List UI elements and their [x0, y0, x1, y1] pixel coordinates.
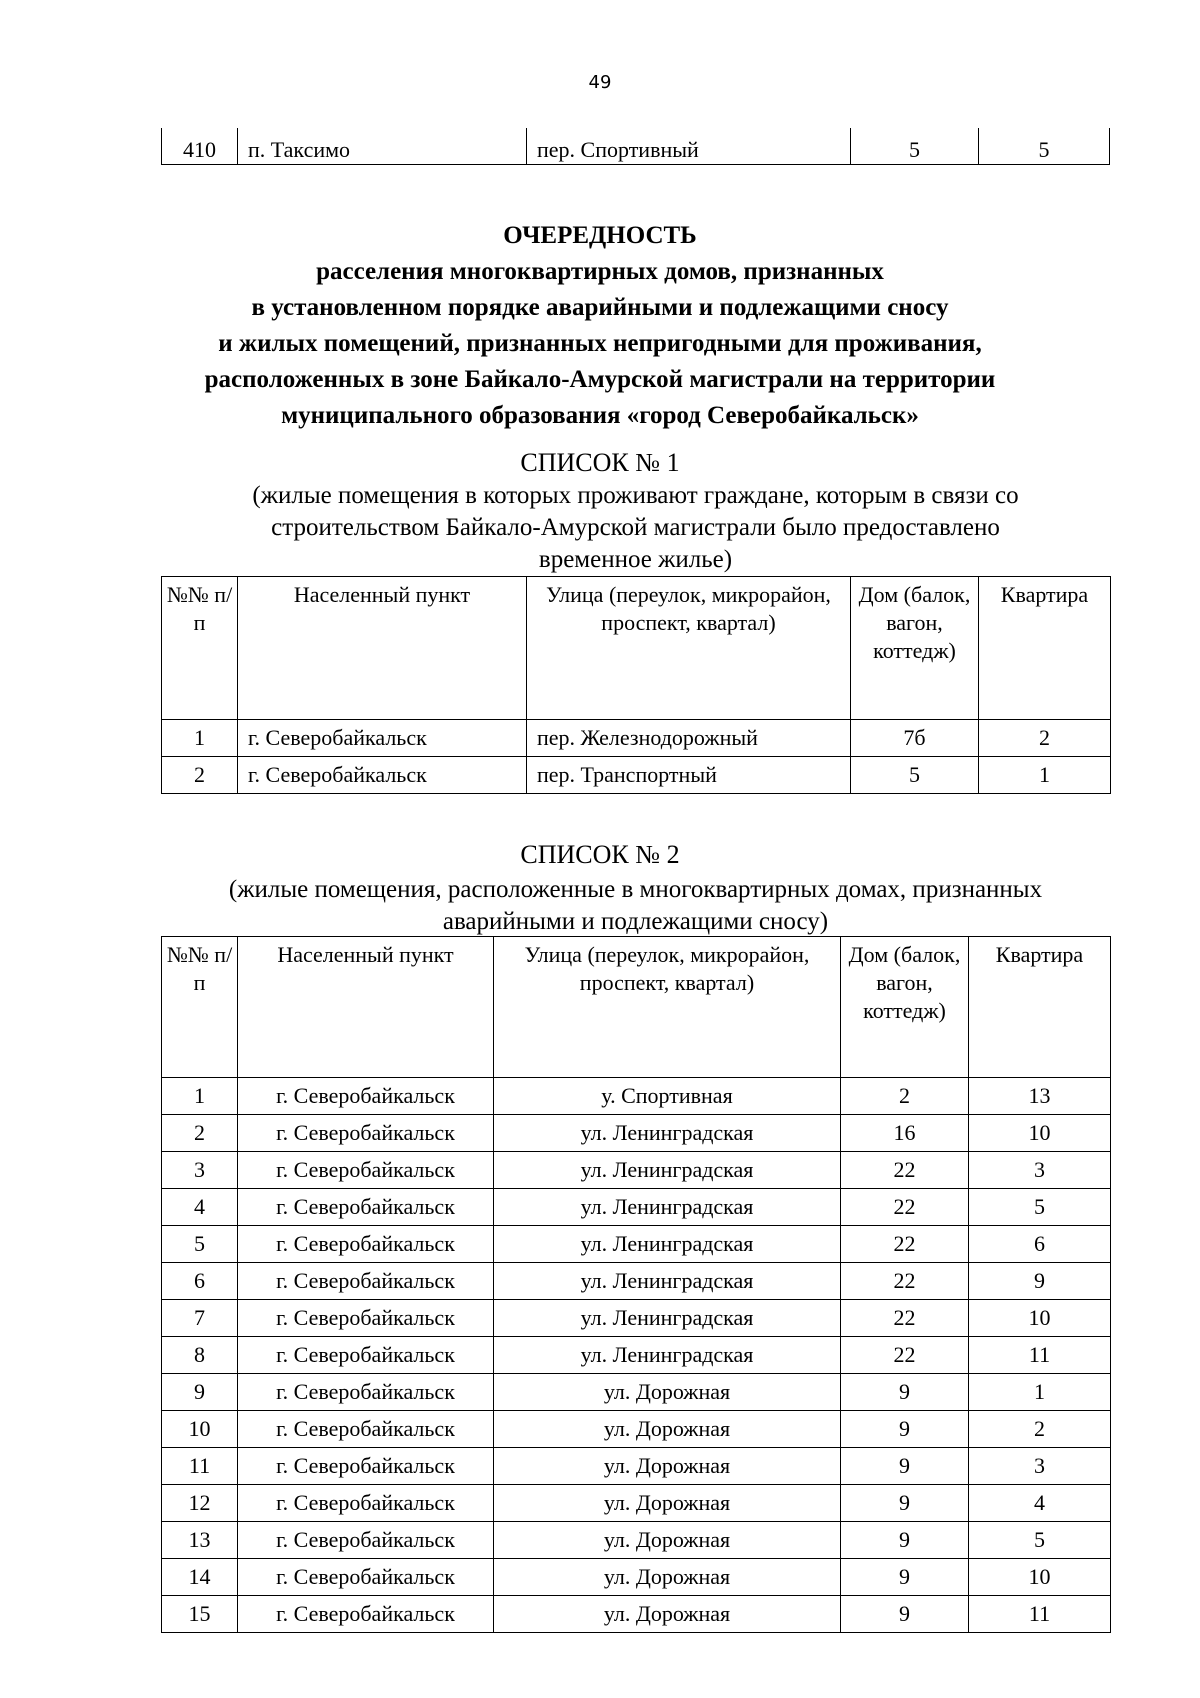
list-1-desc-line-3: временное жилье) [538, 546, 733, 573]
heading-line-2: расселения многоквартирных домов, признанных [316, 258, 884, 285]
cell-apartment: 10 [969, 1559, 1111, 1596]
table-row [162, 1522, 1111, 1559]
list-1-table [161, 576, 1111, 794]
cell-apartment: 3 [969, 1152, 1111, 1189]
header-apartment: Квартира [969, 937, 1111, 1078]
table-row [162, 1485, 1111, 1522]
cell-street: ул. Дорожная [494, 1559, 841, 1596]
table-row [162, 1226, 1111, 1263]
cell-house: 9 [841, 1596, 969, 1633]
cell-settlement: г. Северобайкальск [238, 1448, 494, 1485]
list-1-title: СПИСОК № 1 [520, 448, 680, 477]
cell-settlement: г. Северобайкальск [238, 1189, 494, 1226]
cell-house: 16 [841, 1115, 969, 1152]
header-settlement: Населенный пункт [238, 577, 527, 720]
list-1-desc-line-2: строительством Байкало-Амурской магистрали было предоставлено [271, 514, 1000, 541]
header-house: Дом (балок, вагон, коттедж) [851, 577, 979, 720]
cell-num: 1 [162, 720, 238, 757]
cell-house: 22 [841, 1337, 969, 1374]
table-row [162, 1448, 1111, 1485]
cell-house: 9 [841, 1559, 969, 1596]
cell-apartment: 6 [969, 1226, 1111, 1263]
cell-apartment: 5 [969, 1522, 1111, 1559]
cell-house: 9 [841, 1522, 969, 1559]
cell-num: 6 [162, 1263, 238, 1300]
cell-settlement: г. Северобайкальск [238, 1411, 494, 1448]
cell-settlement: г. Северобайкальск [238, 1263, 494, 1300]
cell-settlement: г. Северобайкальск [238, 1559, 494, 1596]
cell-num: 13 [162, 1522, 238, 1559]
table-row [162, 1559, 1111, 1596]
heading-title: ОЧЕРЕДНОСТЬ [503, 222, 697, 249]
cell-street: ул. Ленинградская [494, 1300, 841, 1337]
cell-num: 9 [162, 1374, 238, 1411]
cell-street: у. Спортивная [494, 1078, 841, 1115]
cell-house: 22 [841, 1263, 969, 1300]
cell-house: 9 [841, 1448, 969, 1485]
cell-street: пер. Железнодорожный [527, 720, 851, 757]
cell-street: пер. Транспортный [527, 757, 851, 794]
cell-house: 9 [841, 1411, 969, 1448]
table-row [162, 1374, 1111, 1411]
page-number: 49 [588, 72, 612, 93]
header-house: Дом (балок, вагон, коттедж) [841, 937, 969, 1078]
cell-apartment: 3 [969, 1448, 1111, 1485]
table-header-row [162, 577, 1111, 720]
cont-house: 5 [850, 128, 978, 164]
list-2-desc-line-1: (жилые помещения, расположенные в многоквартирных домах, признанных [228, 876, 1043, 903]
cell-settlement: г. Северобайкальск [238, 1115, 494, 1152]
cell-apartment: 2 [969, 1411, 1111, 1448]
table-row [162, 1078, 1111, 1115]
table-row [162, 757, 1111, 794]
cell-house: 5 [851, 757, 979, 794]
cell-num: 7 [162, 1300, 238, 1337]
cell-apartment: 4 [969, 1485, 1111, 1522]
cell-settlement: г. Северобайкальск [238, 1596, 494, 1633]
list-2-title: СПИСОК № 2 [520, 840, 680, 869]
header-settlement: Населенный пункт [238, 937, 494, 1078]
header-street: Улица (переулок, микрорайон, проспект, квартал) [494, 937, 841, 1078]
cell-settlement: г. Северобайкальск [238, 757, 527, 794]
table-row [162, 1115, 1111, 1152]
cell-num: 14 [162, 1559, 238, 1596]
cell-settlement: г. Северобайкальск [238, 1374, 494, 1411]
cell-settlement: г. Северобайкальск [238, 1078, 494, 1115]
table-row [162, 1596, 1111, 1633]
heading-line-5: расположенных в зоне Байкало-Амурской магистрали на территории [204, 366, 996, 393]
cont-street: пер. Спортивный [526, 128, 850, 164]
cell-apartment: 1 [979, 757, 1111, 794]
cell-apartment: 13 [969, 1078, 1111, 1115]
cell-apartment: 1 [969, 1374, 1111, 1411]
table-row [162, 1411, 1111, 1448]
table-row [162, 720, 1111, 757]
cont-num: 410 [161, 128, 237, 164]
cont-settlement: п. Таксимо [237, 128, 526, 164]
cell-street: ул. Ленинградская [494, 1263, 841, 1300]
cell-settlement: г. Северобайкальск [238, 1485, 494, 1522]
cell-num: 1 [162, 1078, 238, 1115]
list-2-desc-line-2: аварийными и подлежащими сносу) [442, 908, 829, 935]
cell-street: ул. Ленинградская [494, 1115, 841, 1152]
cell-num: 15 [162, 1596, 238, 1633]
list-2-table [161, 936, 1111, 1633]
cont-apartment: 5 [978, 128, 1110, 164]
cell-house: 2 [841, 1078, 969, 1115]
cell-street: ул. Дорожная [494, 1411, 841, 1448]
list-1-desc-line-1: (жилые помещения в которых проживают граждане, которым в связи со [252, 482, 1019, 509]
cell-house: 9 [841, 1485, 969, 1522]
cell-apartment: 9 [969, 1263, 1111, 1300]
cell-street: ул. Ленинградская [494, 1226, 841, 1263]
cell-house: 22 [841, 1300, 969, 1337]
table-header-row [162, 937, 1111, 1078]
heading-line-6: муниципального образования «город Северобайкальск» [281, 402, 919, 429]
table-row [162, 1263, 1111, 1300]
cell-street: ул. Ленинградская [494, 1189, 841, 1226]
cell-settlement: г. Северобайкальск [238, 1300, 494, 1337]
cell-num: 3 [162, 1152, 238, 1189]
cell-num: 10 [162, 1411, 238, 1448]
header-street: Улица (переулок, микрорайон, проспект, квартал) [527, 577, 851, 720]
table-row [162, 1189, 1111, 1226]
cell-apartment: 11 [969, 1596, 1111, 1633]
cell-num: 12 [162, 1485, 238, 1522]
header-num: №№ п/п [162, 937, 238, 1078]
cell-house: 9 [841, 1374, 969, 1411]
cell-street: ул. Дорожная [494, 1374, 841, 1411]
cell-street: ул. Дорожная [494, 1596, 841, 1633]
cell-num: 5 [162, 1226, 238, 1263]
header-num: №№ п/п [162, 577, 238, 720]
cell-house: 22 [841, 1152, 969, 1189]
cell-house: 22 [841, 1189, 969, 1226]
table-row [162, 1300, 1111, 1337]
heading-line-4: и жилых помещений, признанных непригодными для проживания, [218, 330, 982, 357]
cell-num: 11 [162, 1448, 238, 1485]
cell-apartment: 2 [979, 720, 1111, 757]
table-row [162, 1152, 1111, 1189]
cell-settlement: г. Северобайкальск [238, 720, 527, 757]
cell-apartment: 10 [969, 1115, 1111, 1152]
cell-num: 2 [162, 757, 238, 794]
table-row [162, 1337, 1111, 1374]
cell-apartment: 5 [969, 1189, 1111, 1226]
cell-street: ул. Дорожная [494, 1448, 841, 1485]
cell-settlement: г. Северобайкальск [238, 1152, 494, 1189]
cell-settlement: г. Северобайкальск [238, 1522, 494, 1559]
continuation-row [161, 128, 1110, 165]
cell-house: 22 [841, 1226, 969, 1263]
header-apartment: Квартира [979, 577, 1111, 720]
cell-street: ул. Дорожная [494, 1485, 841, 1522]
cell-apartment: 10 [969, 1300, 1111, 1337]
cell-settlement: г. Северобайкальск [238, 1226, 494, 1263]
cell-num: 2 [162, 1115, 238, 1152]
cell-apartment: 11 [969, 1337, 1111, 1374]
cell-street: ул. Ленинградская [494, 1337, 841, 1374]
cell-num: 4 [162, 1189, 238, 1226]
cell-house: 7б [851, 720, 979, 757]
cell-settlement: г. Северобайкальск [238, 1337, 494, 1374]
cell-num: 8 [162, 1337, 238, 1374]
cell-street: ул. Ленинградская [494, 1152, 841, 1189]
cell-street: ул. Дорожная [494, 1522, 841, 1559]
heading-line-3: в установленном порядке аварийными и подлежащими сносу [251, 294, 949, 321]
